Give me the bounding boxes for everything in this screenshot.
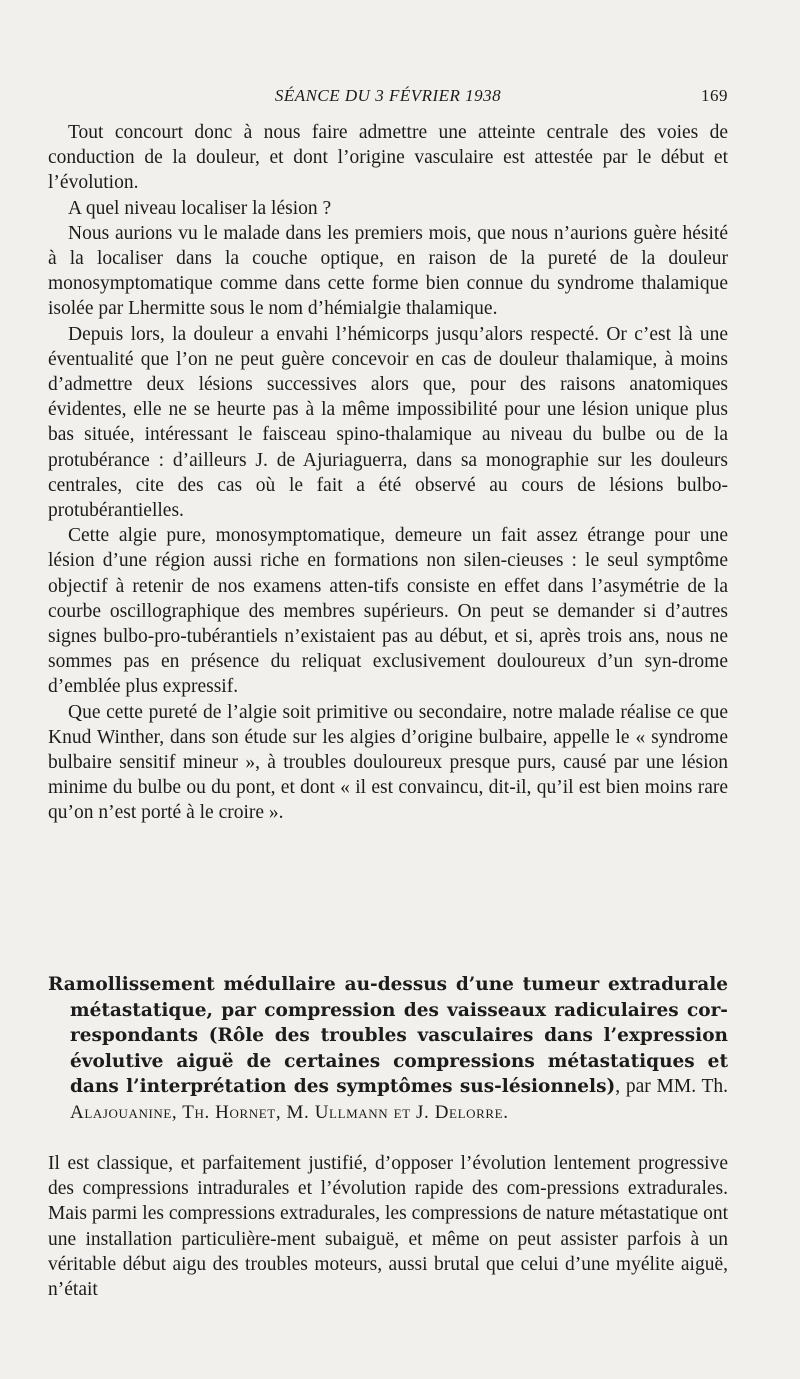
section-body (48, 1151, 728, 1302)
paragraph: Cette algie pure, monosymptomatique, demeure un fait assez étrange pour une lésion d’une région aussi riche en formations non silen-cieuses : le seul symptôme objectif à retenir de nos examens atten-tifs consiste en effet dans l’asymétrie de la courbe oscillographique des membres supérieurs. On peut se demander si d’autres signes bulbo-pro-tubérantiels n’existaient pas au début, et si, après trois ans, nous ne sommes pas en présence du reliquat exclusivement douloureux d’un syn-drome d’emblée plus expressif. (48, 525, 728, 698)
section-title: Ramollissement médullaire au-dessus d’une tumeur extradurale métastatique, par compression des vaisseaux radiculaires cor-respondants (Rôle des troubles vasculaires dans l’expression évolutive aiguë de certaines compressions métastatiques et dans l’interprétation des symptômes sus-lésionnels) (48, 974, 728, 1097)
page-number: 169 (701, 86, 728, 105)
paragraph: Tout concourt donc à nous faire admettre une atteinte centrale des voies de conduction de la douleur, et dont l’origine vasculaire est attestée par le début et l’évolution. (48, 122, 728, 194)
running-title: SÉANCE DU 3 FÉVRIER 1938 (274, 86, 502, 105)
paragraph: Depuis lors, la douleur a envahi l’hémicorps jusqu’alors respecté. Or c’est là une éventualité que l’on ne peut guère concevoir en cas de douleur thalamique, à moins d’admettre deux lésions successives alors que, pour des raisons anatomiques évidentes, elle ne se heurte pas à la même impossibilité pour une lésion unique plus bas située, intéressant le faisceau spino-thalamique au niveau du bulbe ou de la protubérance : d’ailleurs J. de Ajuriaguerra, dans sa monographie sur les douleurs centrales, cite des cas où le fait a été observé au cours de lésions bulbo-protubérantielles. (48, 323, 728, 522)
paragraph: Nous aurions vu le malade dans les premiers mois, que nous n’aurions guère hésité à la localiser dans la couche optique, en raison de la pureté de la douleur monosymptomatique comme dans cette forme bien connue du syndrome thalamique isolée par Lhermitte sous le nom d’hémialgie thalamique. (48, 222, 728, 320)
section-heading (48, 972, 728, 1125)
running-head (48, 86, 728, 112)
authors-intro: , par MM. Th. (615, 1076, 728, 1097)
paragraph: Que cette pureté de l’algie soit primitive ou secondaire, notre malade réalise ce que Knud Winther, dans son étude sur les algies d’origine bulbaire, appelle le « syndrome bulbaire sensitif mineur », à troubles douloureux presque purs, causé par une lésion minime du bulbe ou du pont, et dont « il est convaincu, dit-il, qu’il est bien moins rare qu’on n’est porté à le croire ». (48, 701, 728, 824)
paragraph: Il est classique, et parfaitement justifié, d’opposer l’évolution lentement progressive des compressions intradurales et l’évolution rapide des com-pressions extradurales. Mais parmi les compressions extradurales, les compressions de nature métastatique ont une installation particulière-ment subaiguë, et même on peut assister parfois à un véritable début aigu des troubles moteurs, aussi brutal que celui d’une myélite aiguë, n’était (48, 1153, 728, 1301)
section-authors: Alajouanine, Th. Hornet, M. Ullmann et J. Delorre. (70, 1101, 509, 1123)
article-section (48, 972, 728, 1302)
body-text (48, 120, 728, 826)
paragraph: A quel niveau localiser la lésion ? (68, 197, 332, 219)
